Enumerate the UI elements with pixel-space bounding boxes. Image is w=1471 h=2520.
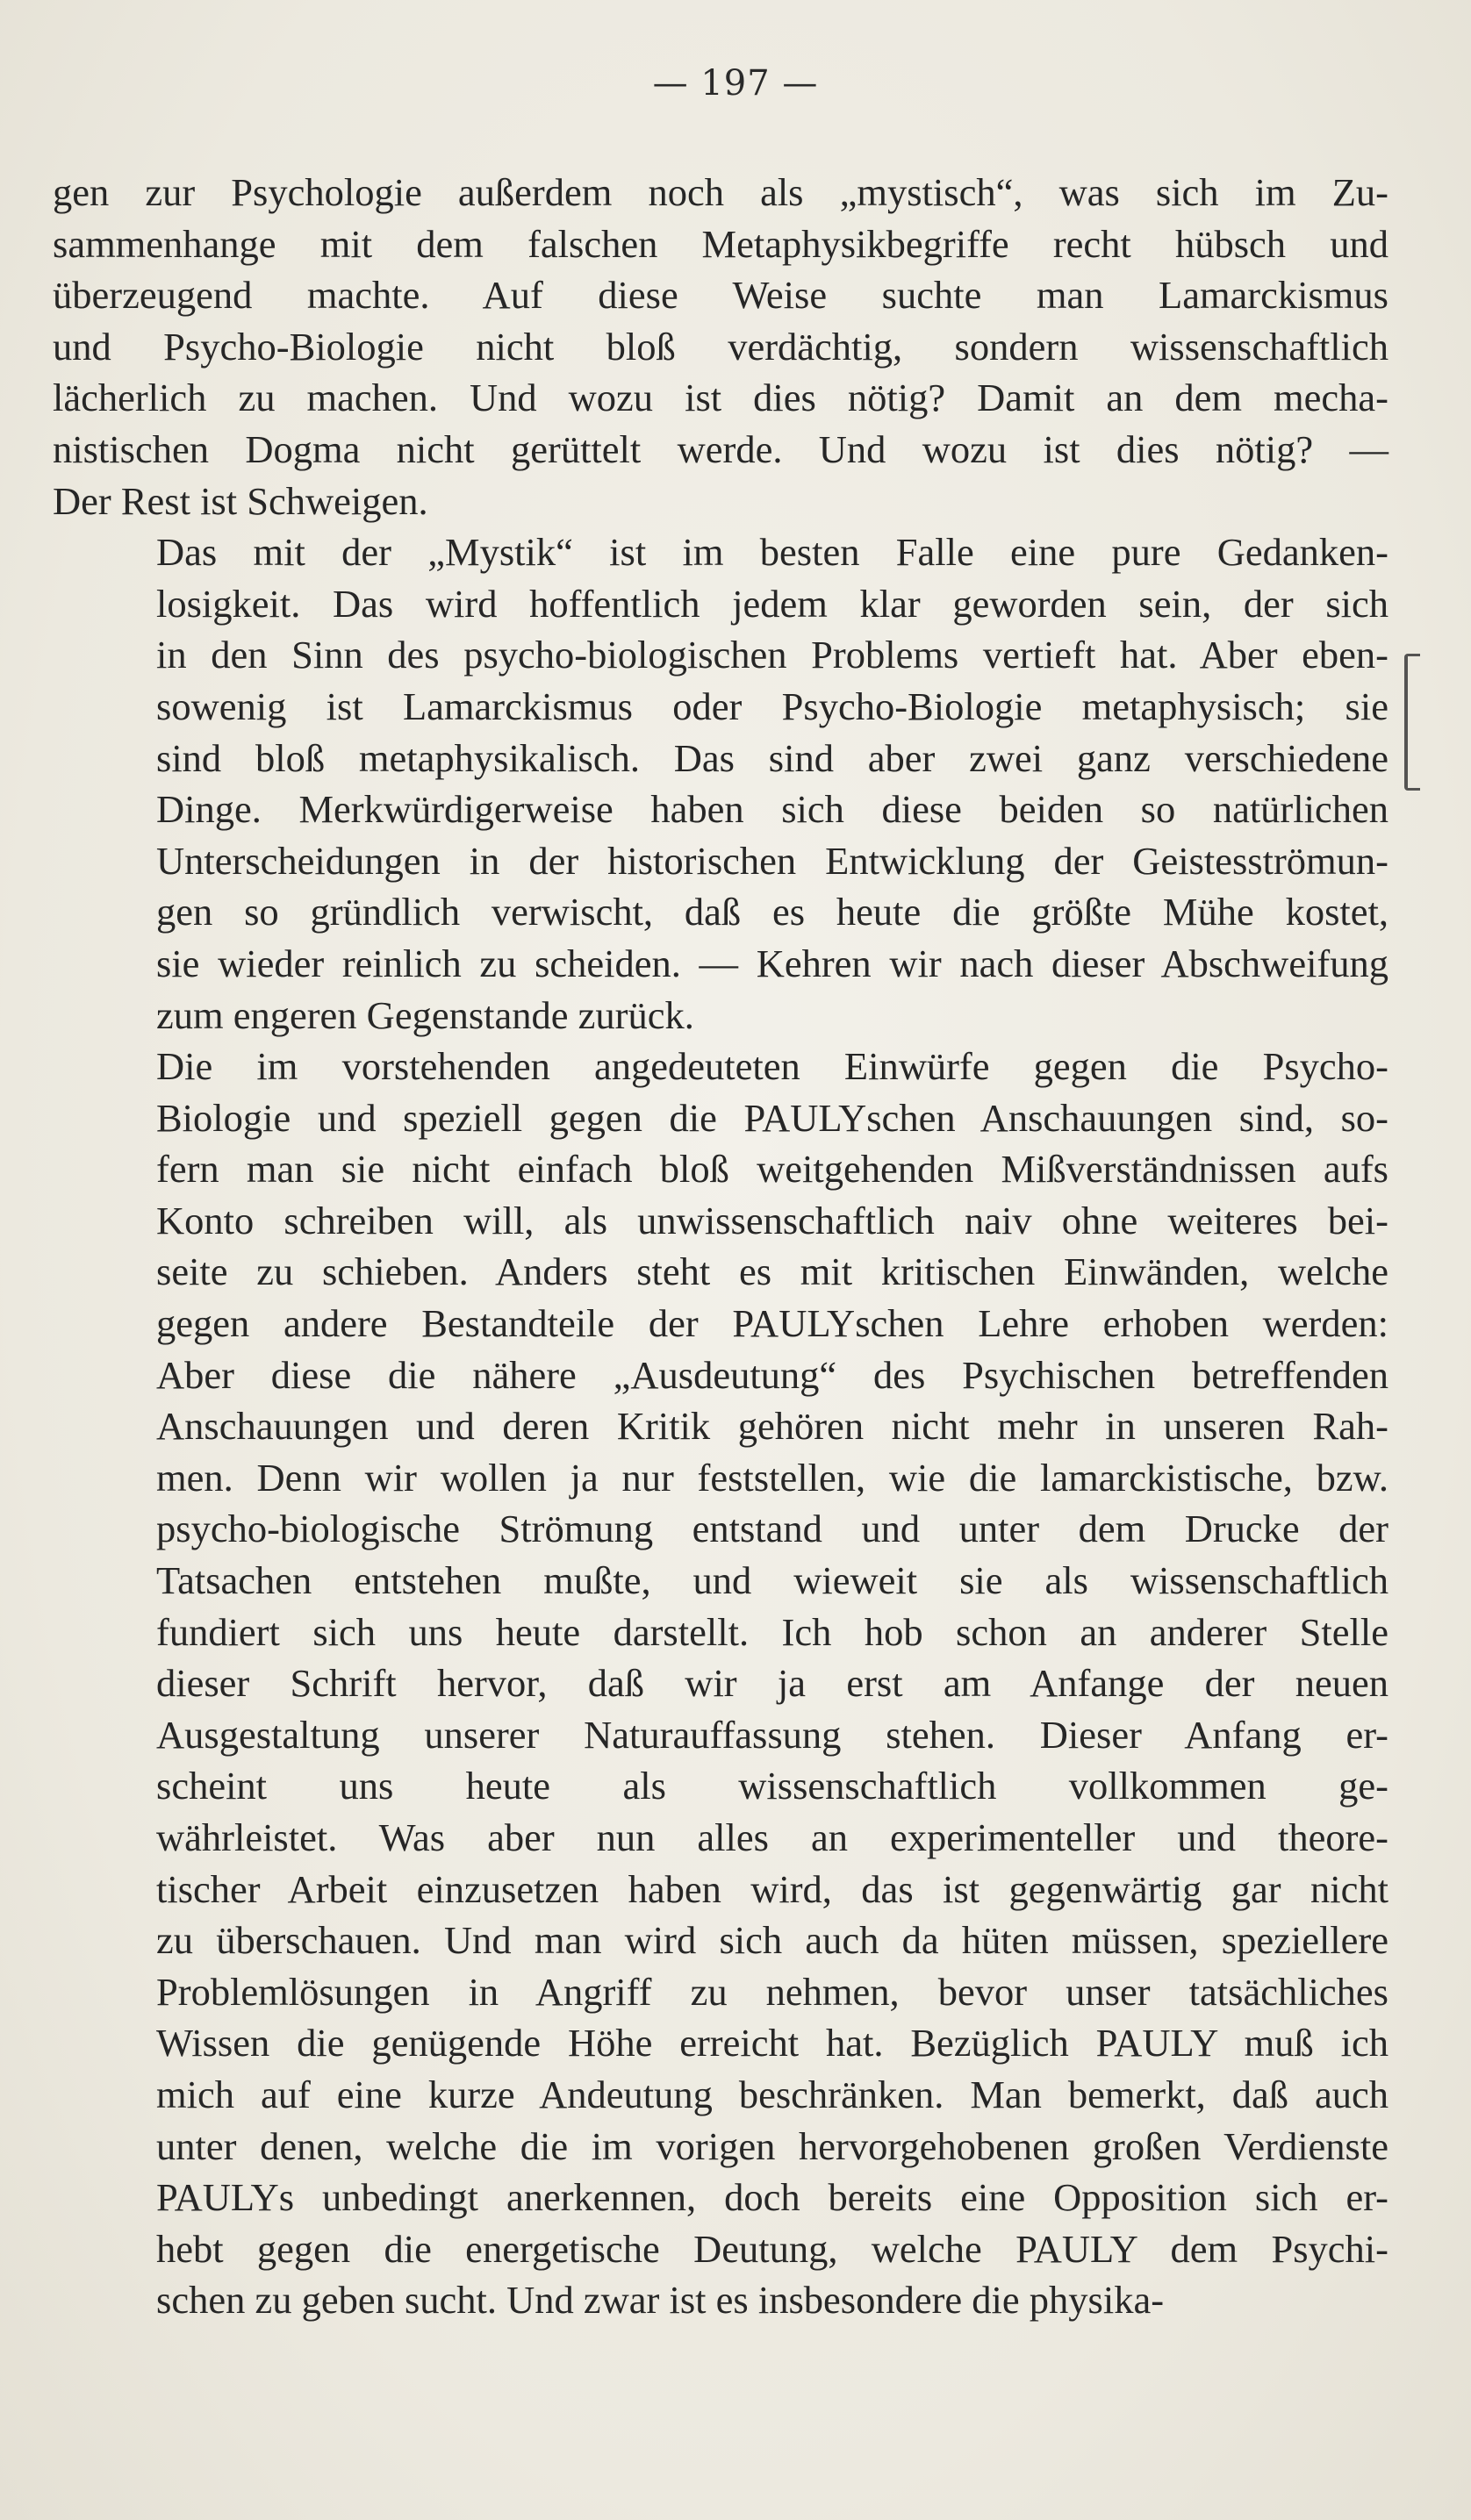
text-line: Anschauungen und deren Kritik gehören nicht mehr in unseren Rah- [156,1404,1388,1449]
text-line: Das mit der „Mystik“ ist im besten Falle eine pure Gedanken- [156,530,1388,575]
text-line: Die im vorstehenden angedeuteten Einwürfe gegen die Psycho- [156,1044,1388,1089]
text-line: hebt gegen die energetische Deutung, welche PAULY dem Psychi- [156,2226,1388,2271]
text-line: zum engeren Gegenstande zurück. [156,992,694,1037]
text-line: seite zu schieben. Anders steht es mit kritischen Einwänden, welche [156,1249,1388,1294]
text-line: Aber diese die nähere „Ausdeutung“ des Psychischen betreffenden [156,1352,1388,1397]
text-line: sowenig ist Lamarckismus oder Psycho-Biologie metaphysisch; sie [156,684,1388,728]
text-line: lächerlich zu machen. Und wozu ist dies nötig? Damit an dem mecha- [53,376,1388,420]
paragraph [53,1041,1388,2326]
text-line: fern man sie nicht einfach bloß weitgehenden Mißverständnissen aufs [156,1147,1388,1192]
text-line: Problemlösungen in Angriff zu nehmen, bevor unser tatsächliches [156,1969,1388,2014]
text-line: Tatsachen entstehen mußte, und wieweit sie als wissenschaftlich [156,1558,1388,1603]
text-line: Dinge. Merkwürdigerweise haben sich diese beiden so natürlichen [156,787,1388,832]
text-line: psycho-biologische Strömung entstand und unter dem Drucke der [156,1507,1388,1551]
text-line: Biologie und speziell gegen die PAULYschen Anschauungen sind, so- [156,1095,1388,1140]
text-line: scheint uns heute als wissenschaftlich vollkommen ge- [156,1764,1388,1808]
text-line: losigkeit. Das wird hoffentlich jedem klar geworden sein, der sich [156,581,1388,626]
text-line: mich auf eine kurze Andeutung beschränken. Man bemerkt, daß auch [156,2072,1388,2116]
text-line: dieser Schrift hervor, daß wir ja erst am Anfange der neuen [156,1661,1388,1706]
paragraph [53,167,1388,526]
text-line: Unterscheidungen in der historischen Entwicklung der Geistesströmun- [156,838,1388,883]
text-line: Ausgestaltung unserer Naturauffassung stehen. Dieser Anfang er- [156,1712,1388,1757]
text-line: sie wieder reinlich zu scheiden. — Kehren wir nach dieser Abschweifung [156,941,1388,985]
body-text [53,167,1388,2326]
text-line: Wissen die genügende Höhe erreicht hat. Bezüglich PAULY muß ich [156,2021,1388,2065]
text-line: währleistet. Was aber nun alles an experimenteller und theore- [156,1815,1388,1859]
text-line: gen zur Psychologie außerdem noch als „mystisch“, was sich im Zu- [53,170,1388,214]
text-line: Der Rest ist Schweigen. [53,478,428,523]
text-line: nistischen Dogma nicht gerüttelt werde. Und wozu ist dies nötig? — [53,426,1388,471]
text-line: Konto schreiben will, als unwissenschaftlich naiv ohne weiteres bei- [156,1198,1388,1242]
text-line: tischer Arbeit einzusetzen haben wird, das ist gegenwärtig gar nicht [156,1866,1388,1911]
text-line: gegen andere Bestandteile der PAULYschen Lehre erhoben werden: [156,1301,1388,1346]
text-line: fundiert sich uns heute darstellt. Ich hob schon an anderer Stelle [156,1609,1388,1654]
text-line: sind bloß metaphysikalisch. Das sind aber zwei ganz verschiedene [156,735,1388,780]
text-line: überzeugend machte. Auf diese Weise suchte man Lamarckismus [53,273,1388,318]
text-line: men. Denn wir wollen ja nur feststellen, wie die lamarckistische, bzw. [156,1455,1388,1500]
text-line: und Psycho-Biologie nicht bloß verdächtig, sondern wissenschaftlich [53,324,1388,369]
text-line: PAULYs unbedingt anerkennen, doch bereits eine Opposition sich er- [156,2175,1388,2220]
page-number: — 197 — [652,63,819,104]
paragraph [53,526,1388,1041]
margin-bracket-mark [1404,654,1420,791]
text-line: gen so gründlich verwischt, daß es heute die größte Mühe kostet, [156,890,1388,934]
text-line: zu überschauen. Und man wird sich auch da hüten müssen, speziellere [156,1918,1388,1963]
text-line: in den Sinn des psycho-biologischen Problems vertieft hat. Aber eben- [156,633,1388,677]
text-line: schen zu geben sucht. Und zwar ist es insbesondere die physika- [156,2278,1165,2323]
text-line: unter denen, welche die im vorigen hervorgehobenen großen Verdienste [156,2123,1388,2168]
text-line: sammenhange mit dem falschen Metaphysikbegriffe recht hübsch und [53,221,1388,266]
